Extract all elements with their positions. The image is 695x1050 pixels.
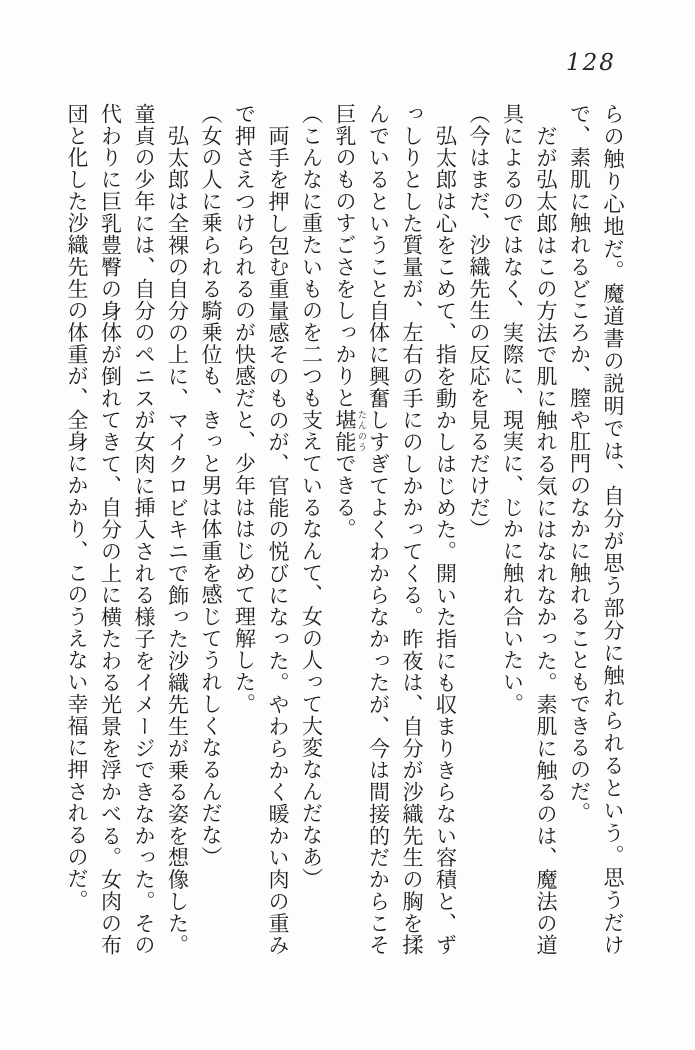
paragraph: （女の人に乗られる騎乗位も、きっと男は体重を感じてうれしくなるんだな） — [199, 103, 223, 868]
paragraph: 両手を押し包む重量感そのものが、官能の悦びになった。やわらかく暖かい肉の重みで押さえつけられるのが快感だと、少年ははじめて理解した。 — [232, 103, 290, 956]
paragraph: （今はまだ、沙織先生の反応を見るだけだ） — [467, 103, 491, 540]
paragraph: 弘太郎は全裸の自分の上に、マイクロビキニで飾った沙織先生が乗る姿を想像した。童貞の少年には、自分のペニスが女肉に挿入される様子をイメージできなかった。その代わりに巨乳豊臀の身体が倒れてきて、自分の上に横たわる光景を浮かべる。女肉の布団と化した沙織先生の体重が、全身にかかり、このうえない幸福に押されるのだ。 — [65, 103, 190, 956]
paragraph: だが弘太郎はこの方法で肌に触れる気にはなれなかった。素肌に触るのは、魔法の道具によるのではなく、実際に、現実に、じかに触れ合いたい。 — [500, 103, 558, 956]
paragraph: 弘太郎は心をこめて、指を動かしはじめた。開いた指にも収まりきらない容積と、ずっしりとした質量が、左右の手にのしかかってくる。昨夜は、自分が沙織先生の胸を揉んでいるということ自体に興奮しすぎてよくわからなかったが、今は間接的だからこそ巨乳のものすごさをしっかりと堪能 たんのうできる。 — [333, 103, 458, 956]
paragraph: （こんなに重たいものを二つも支えているなんて、女の人って大変なんだなあ） — [299, 103, 324, 890]
paragraph: らの触り心地だ。魔道書の説明では、自分が思う部分に触れられるという。思うだけで、素肌に触れるどころか、膣や肛門のなかに触れることもできるのだ。 — [567, 103, 625, 956]
page-number: 128 — [566, 50, 616, 76]
page-text — [60, 103, 630, 956]
